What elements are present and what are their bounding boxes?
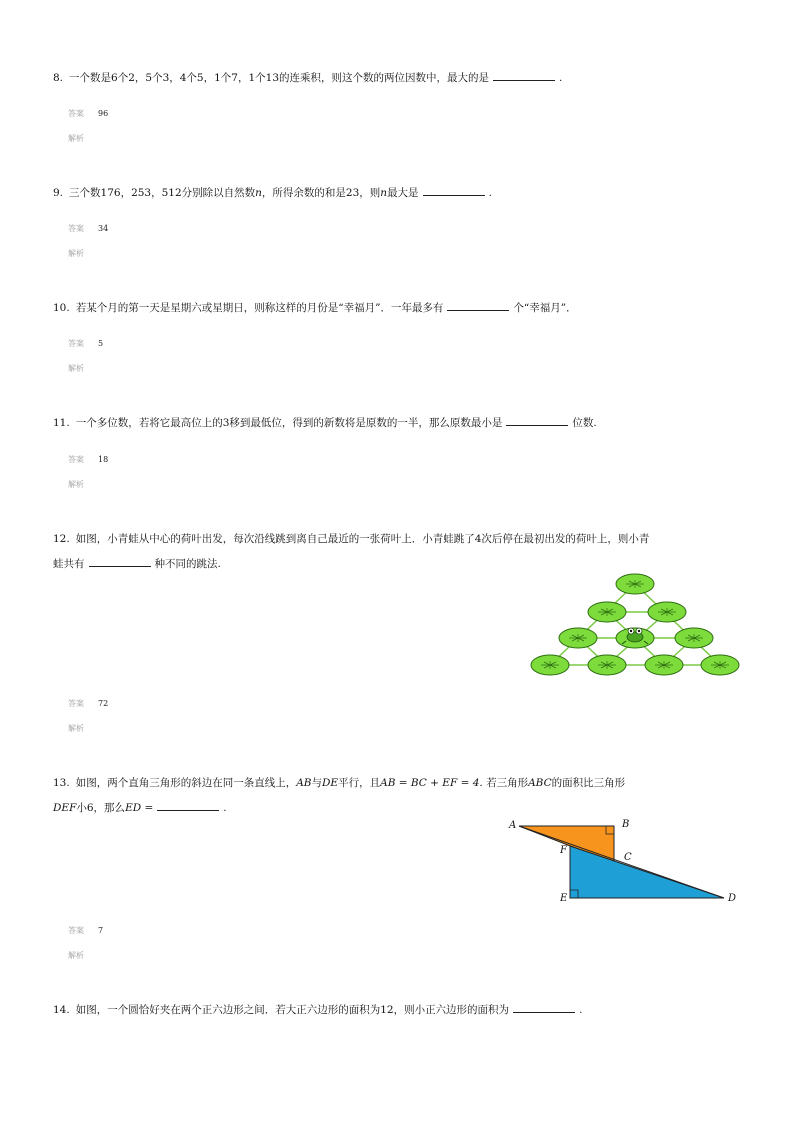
question-number: 9. [53, 187, 64, 199]
analysis-label: 解析 [68, 249, 84, 258]
point-label-d: D [728, 893, 737, 904]
answer-blank [513, 1002, 575, 1013]
point-label-a: A [509, 820, 517, 831]
answer-blank [89, 556, 151, 567]
answer-row: 答案 7 [68, 926, 104, 935]
point-label-c: C [624, 852, 632, 863]
question-11: 11. 一个多位数，若将它最高位上的3移到最低位，得到的新数将是原数的一半，那么原数最小是 位数. [53, 417, 597, 429]
answer-row: 答案 72 [68, 699, 109, 708]
question-8: 8. 一个数是6个2，5个3，4个5，1个7，1个13的连乘积，则这个数的两位因数中，最大的是 . [53, 72, 563, 84]
answer-row: 答案 34 [68, 224, 109, 233]
answer-blank [157, 800, 219, 811]
lily-pad-figure [528, 570, 743, 678]
question-text: 一个多位数，若将它最高位上的3移到最低位，得到的新数将是原数的一半，那么原数最小是 [75, 417, 503, 429]
answer-row: 答案 5 [68, 339, 104, 348]
question-12: 12. 如图，小青蛙从中心的荷叶出发，每次沿线跳到离自己最近的一张荷叶上．小青蛙跳了4次后停在最初出发的荷叶上，则小青 蛙共有 种不同的跳法. [53, 533, 650, 570]
answer-value: 34 [98, 224, 109, 233]
math-equation: AB = BC + EF = 4 [380, 777, 480, 789]
question-number: 10. [53, 302, 70, 314]
question-number: 12. [53, 533, 70, 545]
point-label-e: E [560, 893, 568, 904]
answer-row: 答案 18 [68, 455, 109, 464]
analysis-label: 解析 [68, 951, 84, 960]
point-label-f: F [560, 845, 567, 856]
question-text: 如图，一个圆恰好夹在两个正六边形之间．若大正六边形的面积为12，则小正六边形的面积为 [75, 1004, 510, 1016]
analysis-label: 解析 [68, 134, 84, 143]
question-10: 10. 若某个月的第一天是星期六或星期日，则称这样的月份是“幸福月”．一年最多有 个“幸福月”． [53, 302, 577, 314]
answer-blank [506, 415, 568, 426]
question-text-line1: 如图，小青蛙从中心的荷叶出发，每次沿线跳到离自己最近的一张荷叶上．小青蛙跳了4次后停在最初出发的荷叶上，则小青 [75, 533, 650, 545]
question-text: 一个数是6个2，5个3，4个5，1个7，1个13的连乘积，则这个数的两位因数中，最大的是 [69, 72, 490, 84]
answer-row: 答案 96 [68, 109, 109, 118]
lily-pads [531, 574, 739, 675]
question-number: 8. [53, 72, 64, 84]
analysis-label: 解析 [68, 364, 84, 373]
question-text: 若某个月的第一天是星期六或星期日，则称这样的月份是“幸福月”．一年最多有 [75, 302, 444, 314]
question-number: 11. [53, 417, 70, 429]
analysis-label: 解析 [68, 480, 84, 489]
question-number: 14. [53, 1004, 70, 1016]
answer-value: 5 [98, 339, 104, 348]
answer-blank [493, 70, 555, 81]
point-label-b: B [622, 819, 630, 830]
answer-blank [447, 300, 509, 311]
question-number: 13. [53, 777, 70, 789]
jump-lines [550, 584, 720, 665]
question-14: 14. 如图，一个圆恰好夹在两个正六边形之间．若大正六边形的面积为12，则小正六边形的面积为 . [53, 1004, 583, 1016]
triangles-figure [500, 812, 745, 912]
answer-value: 96 [98, 109, 109, 118]
answer-blank [423, 185, 485, 196]
answer-value: 72 [98, 699, 109, 708]
answer-value: 18 [98, 455, 109, 464]
question-13: 13. 如图，两个直角三角形的斜边在同一条直线上，AB与DE平行，且AB = BC + EF = 4. 若三角形ABC的面积比三角形 DEF小6，那么ED = . [53, 777, 626, 814]
question-9: 9. 三个数176，253，512分别除以自然数n，所得余数的和是23，则n最大是 . [53, 187, 492, 199]
analysis-label: 解析 [68, 724, 84, 733]
answer-value: 7 [98, 926, 104, 935]
